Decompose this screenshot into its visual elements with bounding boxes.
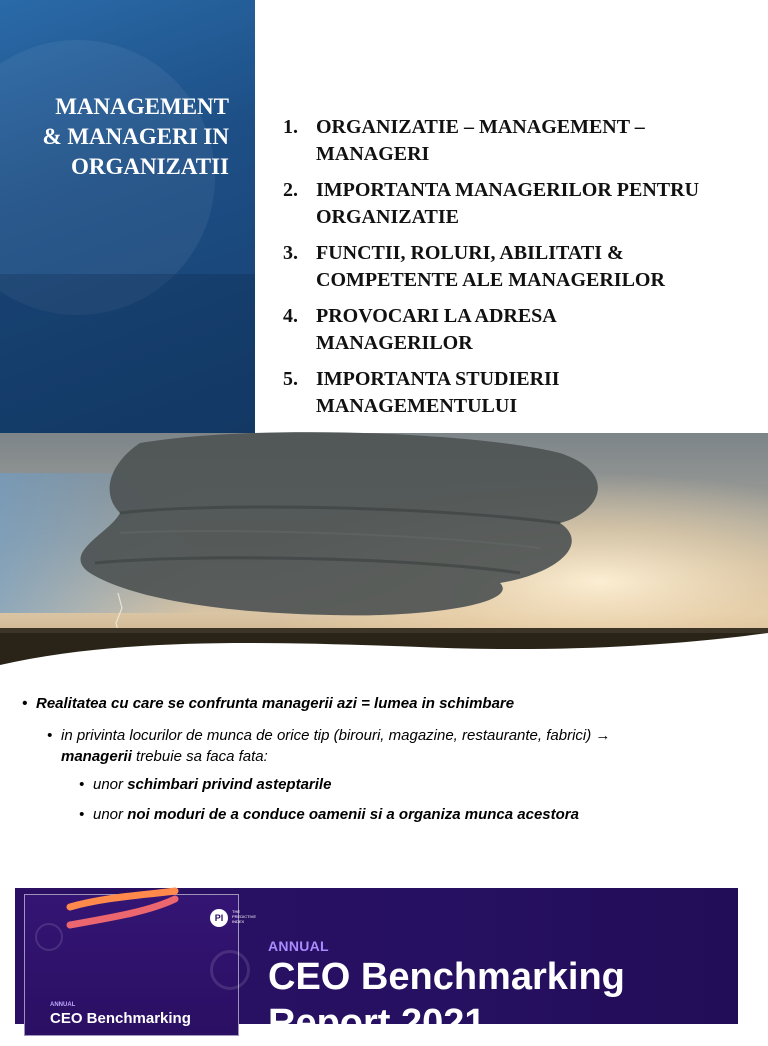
agenda-item [283, 240, 753, 294]
cover-annual-label: ANNUAL [50, 1002, 76, 1008]
bullet-bold: managerii [61, 748, 132, 765]
agenda-number: 4. [283, 305, 298, 327]
title-line: ORGANIZATII [70, 154, 229, 179]
report-title: Report 2021 [268, 1002, 486, 1044]
agenda-number: 1. [283, 116, 298, 138]
agenda-number: 5. [283, 368, 298, 390]
decorative-band [0, 274, 255, 433]
annual-label: ANNUAL [268, 938, 329, 954]
agenda-line: PROVOCARI LA ADRESA [316, 305, 557, 327]
decorative-icon [210, 950, 250, 990]
agenda-line: MANAGEMENTULUI [316, 395, 518, 417]
agenda-number: 3. [283, 242, 298, 264]
agenda-line: IMPORTANTA MANAGERILOR PENTRU [316, 179, 700, 201]
agenda-line: COMPETENTE ALE MANAGERILOR [316, 269, 665, 291]
bullet-dot: • [79, 776, 85, 793]
arrow-icon: → [595, 727, 611, 744]
bullet-text: in privinta locurilor de munca de orice tip (birouri, magazine, restaurante, fabrici) [61, 727, 596, 744]
bullet-text: trebuie sa faca fata: [131, 748, 268, 765]
title-line: & MANAGERI IN [42, 124, 229, 149]
agenda-line: ORGANIZATIE – MANAGEMENT – [316, 116, 645, 138]
agenda-item [283, 114, 753, 168]
agenda-line: ORGANIZATIE [316, 206, 459, 228]
agenda-item [283, 366, 753, 420]
agenda-line: IMPORTANTA STUDIERII [316, 368, 560, 390]
agenda-line: MANAGERILOR [316, 332, 473, 354]
slide-agenda [0, 0, 768, 433]
agenda-item [283, 303, 753, 357]
agenda-item [283, 177, 753, 231]
slide-ceo-report [15, 888, 738, 1044]
storm-photo [0, 433, 768, 673]
bullet-subsub [79, 806, 579, 823]
bullet-bold: noi moduri de a conduce oamenii si a organiza munca acestora [127, 806, 579, 823]
bullet-text: Realitatea cu care se confrunta managerii azi = lumea in schimbare [36, 695, 515, 712]
slide-changing-world [0, 433, 768, 888]
title-panel [0, 0, 255, 433]
cover-title: CEO Benchmarking [50, 1010, 191, 1027]
bullet-sub [47, 725, 751, 767]
logo-icon: PI [210, 909, 228, 927]
decorative-icon [35, 923, 63, 951]
title-line: MANAGEMENT [55, 94, 229, 119]
bullet-dot: • [47, 727, 53, 744]
agenda-line: FUNCTII, ROLURI, ABILITATI & [316, 242, 624, 264]
bullet-main [22, 695, 515, 712]
bullet-dot: • [22, 695, 28, 712]
agenda-line: MANAGERI [316, 143, 430, 165]
agenda-list [283, 114, 753, 429]
bullet-text: unor [93, 806, 128, 823]
bullet-bold: schimbari privind asteptarile [127, 776, 332, 793]
logo-text: THE PREDICTIVE INDEX [232, 909, 257, 924]
agenda-number: 2. [283, 179, 298, 201]
report-cover [24, 894, 257, 1036]
bullet-subsub [79, 776, 332, 793]
slide-title [0, 92, 229, 182]
bullet-text: unor [93, 776, 128, 793]
bullet-dot: • [79, 806, 85, 823]
report-title: CEO Benchmarking [268, 956, 625, 998]
